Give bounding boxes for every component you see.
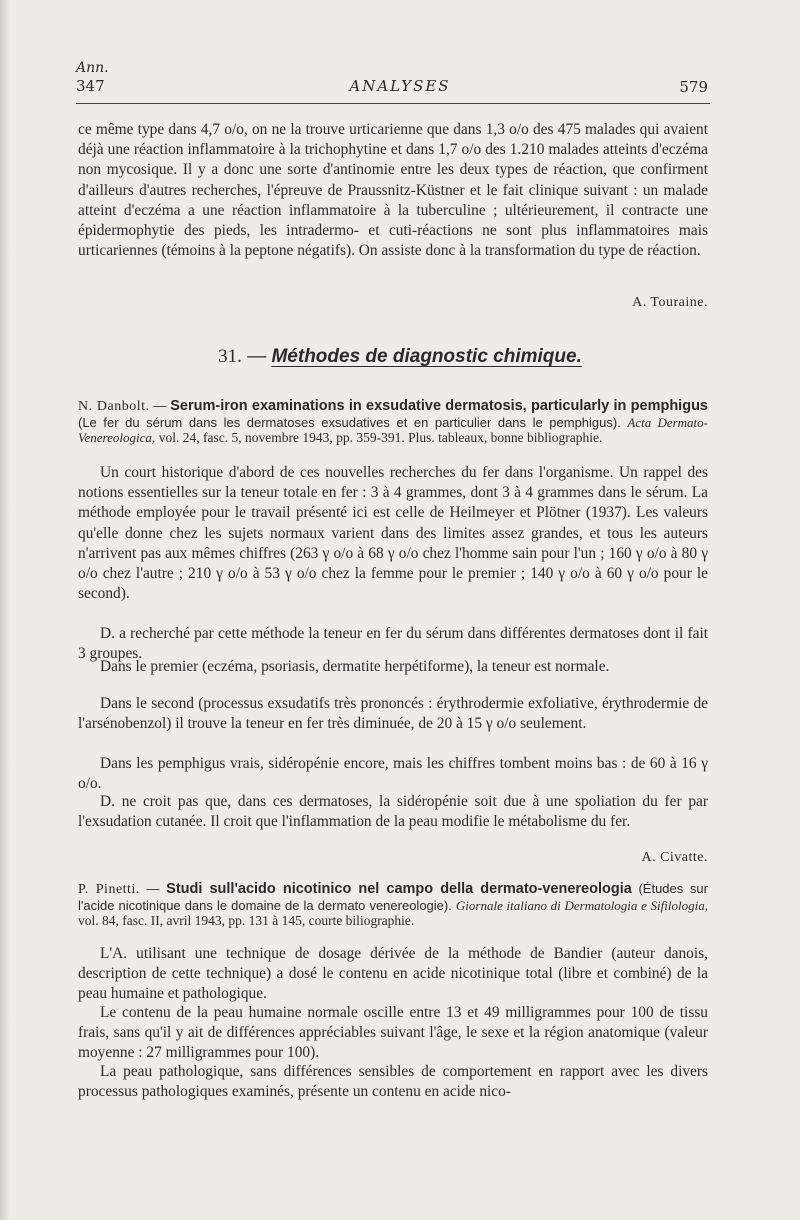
paragraph: Dans le premier (eczéma, psoriasis, dermatite herpétiforme), la teneur est normale.	[100, 658, 610, 675]
page-binding-shadow	[0, 0, 10, 1220]
signature-civatte: A. Civatte.	[641, 850, 708, 865]
paragraph: Un court historique d'abord de ces nouvelles recherches du fer dans l'organisme. Un rappel des notions essentielles sur la teneur totale en fer : 3 à 4 grammes, dont 3 à 4 grammes dans le sérum. La méthode employée pour le travail présenté ici est celle de Heilmeyer et Plötner (1937). Les valeurs qu'elle donne chez les sujets normaux varient dans des limites assez grandes, et tous les auteurs n'arrivent pas aux mêmes chiffres (263 γ o/o à 68 γ o/o chez l'homme sain pour l'un ; 160 γ o/o à 80 γ o/o chez l'autre ; 210 γ o/o à 53 γ o/o chez la femme pour le premier ; 140 γ o/o à 60 γ o/o pour le second).	[78, 464, 708, 603]
section-dash: —	[247, 346, 267, 367]
running-title: ANALYSES	[349, 77, 451, 95]
volume-mark: 347	[76, 77, 105, 95]
library-annotation: Ann.	[76, 60, 109, 76]
page-number: 579	[679, 78, 708, 96]
entry-title: Studi sull'acido nicotinico nel campo della dermato-venereologia	[166, 881, 632, 897]
entry-translation: (Études sur l'acide nicotinique dans le domaine de la dermato venereologie).	[78, 881, 708, 913]
entry-dash: —	[153, 398, 167, 413]
section-heading	[0, 346, 800, 368]
entry-journal: Acta Dermato-Venereologica,	[78, 414, 708, 445]
paragraph: La peau pathologique, sans différences sensibles de comportement en rapport avec les divers processus pathologiques examinés, présente un contenu en acide nico-	[78, 1063, 708, 1101]
paragraph: L'A. utilisant une technique de dosage dérivée de la méthode de Bandier (auteur danois, description de cette technique) a dosé le contenu en acide nicotinique total (libre et combiné) de la peau humaine et pathologique.	[78, 945, 708, 1003]
paragraph: Dans le second (processus exsudatifs très prononcés : érythrodermie exfoliative, érythrodermie de l'arsénobenzol) il trouve la teneur en fer très diminuée, de 20 à 15 γ o/o seulement.	[78, 695, 708, 733]
header-rule	[76, 103, 710, 104]
paragraph: D. ne croit pas que, dans ces dermatoses, la sidéropénie soit due à une spoliation du fer par l'exsudation cutanée. Il croit que l'inflammation de la peau modifie le métabolisme du fer.	[78, 793, 708, 831]
bibliographic-entry-danbolt	[78, 398, 708, 446]
section-number: 31.	[218, 346, 242, 367]
bibliographic-entry-pinetti	[78, 881, 708, 929]
entry-reference: vol. 24, fasc. 5, novembre 1943, pp. 359-391. Plus. tableaux, bonne bibliographie.	[158, 430, 603, 445]
paragraph: D. a recherché par cette méthode la teneur en fer du sérum dans différentes dermatoses dont il fait 3 groupes.	[78, 625, 708, 663]
entry-reference: vol. 84, fasc. II, avril 1943, pp. 131 à 145, courte biliographie.	[78, 913, 415, 928]
section-title: Méthodes de diagnostic chimique.	[271, 346, 582, 367]
entry-journal: Giornale italiano di Dermatologia e Sifilologia,	[455, 897, 708, 913]
paragraph: Le contenu de la peau humaine normale oscille entre 13 et 49 milligrammes pour 100 de tissu frais, sans qu'il y ait de différences appréciables suivant l'âge, le sexe et la région anatomique (valeur moyenne : 27 milligrammes pour 100).	[78, 1004, 708, 1062]
entry-author: P. Pinetti.	[78, 882, 140, 897]
paragraph: Dans les pemphigus vrais, sidéropénie encore, mais les chiffres tombent moins bas : de 60 à 16 γ o/o.	[78, 755, 708, 793]
entry-title: Serum-iron examinations in exsudative dermatosis, particularly in pemphigus	[170, 398, 708, 414]
entry-dash: —	[146, 881, 160, 896]
paragraph-continuation: ce même type dans 4,7 o/o, on ne la trouve urticarienne que dans 1,3 o/o des 475 malades qui avaient déjà une réaction inflammatoire à la trichophytine et dans 1,7 o/o des 1.210 malades atteints d'eczéma non mycosique. Il y a donc une sorte d'antinomie entre les deux types de réaction, que confirment d'ailleurs d'autres recherches, l'épreuve de Praussnitz-Küstner et le fait clinique suivant : un malade atteint d'eczéma a une réaction inflammatoire à la tuberculine ; ultérieurement, il contracte une épidermophytie des pieds, les intradermo- et cuti-réactions ne sont plus inflammatoires mais urticariennes (témoins à la peptone négatifs). On assiste donc à la transformation du type de réaction.	[78, 121, 708, 260]
entry-author: N. Danbolt.	[78, 399, 150, 414]
entry-translation: (Le fer du sérum dans les dermatoses exsudatives et en particulier dans le pemphigus).	[78, 414, 621, 430]
signature-touraine: A. Touraine.	[632, 295, 708, 310]
